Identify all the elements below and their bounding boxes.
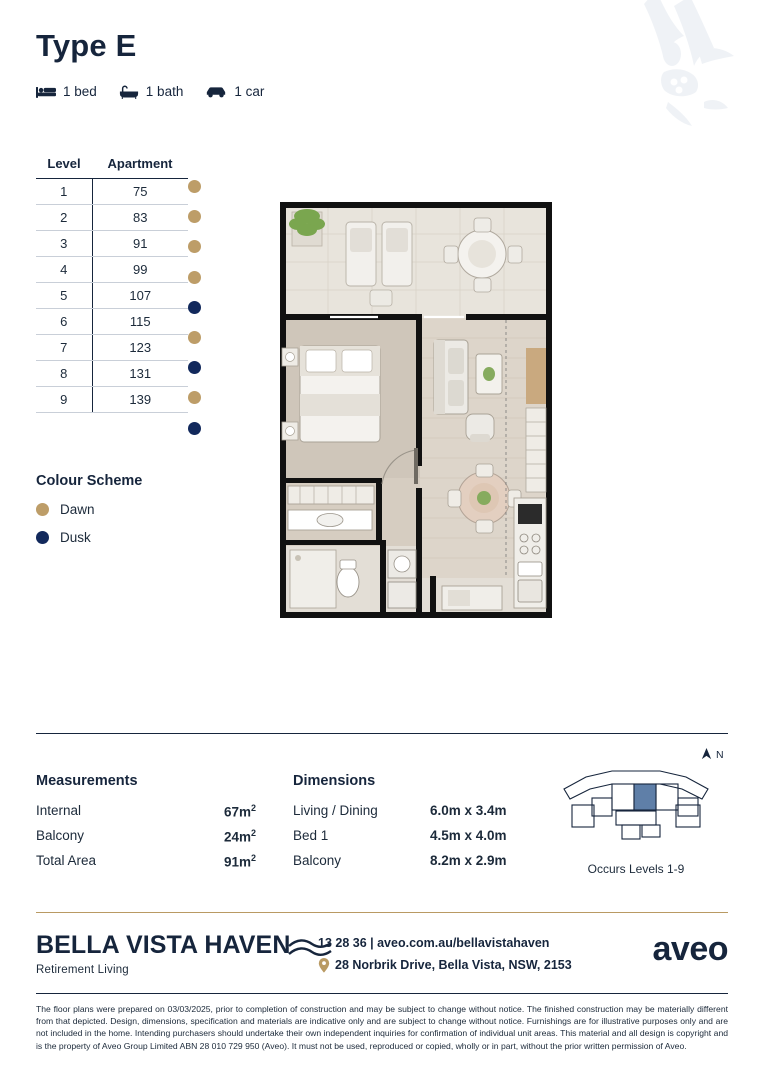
table-row	[36, 231, 188, 257]
table-row	[36, 309, 188, 335]
location-pin-icon	[318, 958, 330, 973]
legend-label-dusk: Dusk	[60, 530, 91, 545]
north-label: N	[716, 748, 724, 761]
contact-address-row	[318, 955, 572, 977]
north-indicator	[700, 748, 724, 761]
measurement-label: Internal	[36, 803, 82, 818]
cell-apartment: 115	[92, 309, 188, 335]
measurement-label: Total Area	[36, 853, 97, 868]
dimension-value: 6.0m x 3.4m	[430, 803, 507, 818]
dimensions-title: Dimensions	[293, 773, 376, 789]
spec-bath-label: 1 bath	[145, 84, 184, 99]
keyplan-highlight	[634, 784, 656, 810]
cell-apartment: 83	[92, 205, 188, 231]
dimension-label: Bed 1	[293, 828, 329, 843]
bird-watermark	[594, 0, 744, 150]
dawn-swatch-icon	[36, 503, 49, 516]
divider-middle	[36, 912, 728, 913]
cell-apartment: 99	[92, 257, 188, 283]
scheme-dot-dusk	[188, 361, 201, 374]
legend-label-dawn: Dawn	[60, 502, 95, 517]
measurement-value: $24m^2$	[224, 828, 257, 845]
aveo-logo: aveo	[652, 930, 728, 968]
cell-level: 5	[36, 283, 92, 309]
table-row	[36, 387, 188, 413]
table-header-row	[36, 150, 188, 179]
table-row	[36, 335, 188, 361]
table-row	[36, 283, 188, 309]
scheme-dot-dawn	[188, 331, 201, 344]
brand-name: BELLA VISTA HAVEN	[36, 931, 291, 959]
keyplan-caption: Occurs Levels 1-9	[587, 862, 685, 876]
scheme-dot-dusk	[188, 422, 201, 435]
planter	[289, 209, 325, 246]
cell-apartment: 139	[92, 387, 188, 413]
scheme-dot-dawn	[188, 180, 201, 193]
measurements-title: Measurements	[36, 773, 138, 789]
page-title: Type E	[36, 28, 137, 63]
scheme-dot-column	[183, 180, 205, 452]
measurement-value: $91m^2$	[224, 853, 257, 870]
dimension-value: 4.5m x 4.0m	[430, 828, 507, 843]
column-header-level: Level	[36, 150, 92, 179]
cell-apartment: 107	[92, 283, 188, 309]
bed-icon	[36, 85, 56, 99]
cell-level: 9	[36, 387, 92, 413]
cell-level: 7	[36, 335, 92, 361]
scheme-dot-dawn	[188, 240, 201, 253]
dimension-value: 8.2m x 2.9m	[430, 853, 507, 868]
scheme-dot-dusk	[188, 301, 201, 314]
car-icon	[205, 85, 227, 99]
column-header-apartment: Apartment	[92, 150, 188, 179]
colour-scheme-title: Colour Scheme	[36, 473, 143, 489]
divider-top	[36, 733, 728, 734]
spec-bath	[119, 84, 184, 99]
dimension-label: Balcony	[293, 853, 342, 868]
table-row	[36, 205, 188, 231]
north-arrow-icon	[700, 748, 713, 761]
scheme-dot-dawn	[188, 271, 201, 284]
spec-car-label: 1 car	[234, 84, 265, 99]
spec-list	[36, 84, 264, 99]
dusk-swatch-icon	[36, 531, 49, 544]
scheme-dot-dawn	[188, 391, 201, 404]
table-row	[36, 257, 188, 283]
legend-item-dusk	[36, 530, 91, 545]
brand-block	[36, 933, 290, 976]
scheme-dot-dawn	[188, 210, 201, 223]
table-row	[36, 361, 188, 387]
contact-block	[318, 933, 572, 977]
spec-bed-label: 1 bed	[63, 84, 97, 99]
cell-apartment: 123	[92, 335, 188, 361]
cell-level: 2	[36, 205, 92, 231]
measurement-label: Balcony	[36, 828, 85, 843]
contact-address: 28 Norbrik Drive, Bella Vista, NSW, 2153	[335, 957, 572, 972]
disclaimer-text: The floor plans were prepared on 03/03/2025, prior to completion of construction and may be subject to change without notice. The finished construction may be materially different from that depicted. Design, dimensions, specification and materials are indicative only and are subject to change without notice. Furnishings are for illustrative purposes only and are not included in the home. Intending purchasers should undertake their own independent inquiries for confirmation of individual unit areas. This material and all design is copyright and is the property of Aveo Group Limited ABN 28 010 729 950 (Aveo). It must not be used, reproduced or copied, wholly or in part, without the prior written permission of Aveo.	[36, 1004, 728, 1051]
floorplan-drawing	[270, 198, 562, 638]
key-plan	[556, 765, 716, 845]
cell-apartment: 91	[92, 231, 188, 257]
level-apartment-table	[36, 150, 188, 413]
bath-icon	[119, 85, 139, 99]
cell-level: 8	[36, 361, 92, 387]
cell-apartment: 75	[92, 179, 188, 205]
cell-level: 1	[36, 179, 92, 205]
legend-item-dawn	[36, 502, 95, 517]
spec-bed	[36, 84, 97, 99]
cell-level: 4	[36, 257, 92, 283]
divider-bottom	[36, 993, 728, 994]
cell-level: 6	[36, 309, 92, 335]
dimension-label: Living / Dining	[293, 803, 378, 818]
table-row	[36, 179, 188, 205]
contact-phone-web[interactable]: 13 28 36 | aveo.com.au/bellavistahaven	[318, 936, 550, 950]
brand-subtitle: Retirement Living	[36, 964, 129, 976]
measurement-value: $67m^2$	[224, 803, 257, 820]
cell-level: 3	[36, 231, 92, 257]
cell-apartment: 131	[92, 361, 188, 387]
spec-car	[205, 84, 264, 99]
